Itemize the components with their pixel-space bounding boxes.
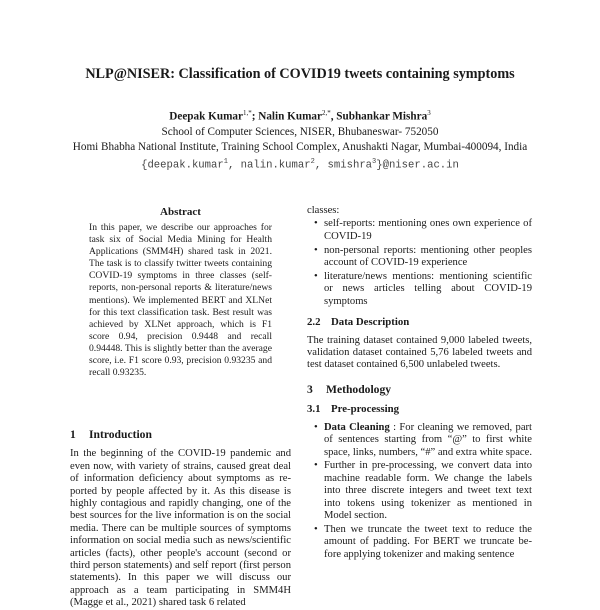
author-sup: 1,* bbox=[242, 109, 252, 117]
abstract-heading: Abstract bbox=[160, 206, 201, 218]
affiliation: School of Computer Sciences, NISER, Bhubaneswar- 752050 bbox=[161, 125, 439, 138]
introduction-section bbox=[70, 429, 291, 610]
author-sup: 2,* bbox=[321, 109, 331, 117]
paper-title: NLP@NISER: Classification of COVID19 tweets containing symptoms bbox=[85, 66, 515, 82]
list-item: • self-reports: mentioning ones own experience of COVID-19 bbox=[324, 218, 532, 243]
item-bold-label: Data Cleaning bbox=[324, 421, 390, 433]
author-name: Nalin Kumar bbox=[258, 110, 322, 123]
section-number: 2.2 bbox=[307, 316, 321, 329]
email-sup: 2 bbox=[310, 157, 315, 166]
author-names: Deepak Kumar$^{1,*}$; Nalin Kumar$^{2,*}$, Subhankar Mishra$^3$ bbox=[169, 109, 431, 123]
item-text: Then we truncate the tweet text to reduce the amount of padding. For BERT we truncate before applying tokenizer and making sentence bbox=[324, 523, 532, 560]
classes-list bbox=[307, 218, 532, 308]
section-title: Methodology bbox=[326, 382, 392, 396]
item-text: Further in pre-processing, we convert data into machine readable form. We change the labels into three discrete integers and tweet text text into tokens using tokenizer as mentioned in Model section. bbox=[324, 460, 532, 522]
list-item bbox=[324, 460, 532, 522]
author-name: Deepak Kumar bbox=[169, 110, 243, 123]
data-description-text: The training dataset contained 9,000 labeled tweets, validation dataset contained 5,76 labeled tweets and test dataset contained 6,500 unlabeled tweets. bbox=[307, 334, 532, 371]
email-part: , smishra bbox=[314, 159, 373, 172]
author-name: Subhankar Mishra bbox=[336, 110, 428, 123]
section-number: 1 bbox=[70, 428, 76, 441]
section-title: Introduction bbox=[89, 428, 152, 441]
classes-intro: classes: bbox=[307, 205, 340, 216]
email-sup: 1 bbox=[223, 157, 228, 166]
email-part: {deepak.kumar bbox=[141, 159, 224, 172]
abstract-text: In this paper, we describe our approaches for task six of Social Media Mining for Health Applications (SMM4H) shared task in 2021. The task is to classify twitter tweets containing COVID-19 symptoms in three classes (self-reports, non-personal reports & literature/news mentions). We implemented BERT and XLNet for this text classification task. Best result was achieved by XLNet approach, which is F1 score 0.94, precision 0.9448 and recall 0.94448. This is slightly better than the average score, i.e. F1 score 0.93, precision 0.93235 and recall 0.93235. bbox=[89, 222, 272, 379]
section-heading bbox=[70, 429, 291, 441]
list-item bbox=[324, 422, 532, 459]
email-part: }@niser.ac.in bbox=[376, 159, 459, 172]
list-item: • non-personal reports: mentioning other peoples account of COVID-19 experience bbox=[324, 245, 532, 270]
email-sup: 3 bbox=[372, 157, 377, 166]
list-item: • literature/news mentions: mentioning scientific or news articles telling about COVID-19 symptoms bbox=[324, 271, 532, 308]
preprocessing-list bbox=[307, 422, 532, 561]
subsection-heading bbox=[307, 403, 532, 415]
list-item bbox=[324, 524, 532, 561]
author-emails bbox=[0, 155, 600, 174]
right-column bbox=[307, 205, 532, 567]
author-sup: 3 bbox=[427, 109, 431, 117]
section-number: 3 bbox=[307, 382, 313, 396]
section-number: 3.1 bbox=[307, 403, 321, 416]
abstract-section bbox=[89, 206, 272, 379]
intro-text: In the beginning of the COVID-19 pandemic and even now, with variety of strains, caused great deal of information deficiency about symptoms as reported by people affected by it. As this disease is highly contagious and rapidly changing, one of the best sources for the live information is on the social media. There can be multiple sources of symptoms information on social media such as news/scientific articles (facts), other people's account (second or third person statements) and self report (first person statements). In this paper we will discuss our approach as a team participating in SMM4H (Magge et al., 2021) shared task 6 related bbox=[70, 448, 291, 609]
section-title: Data Description bbox=[331, 316, 410, 329]
author-block bbox=[0, 106, 600, 173]
section-title: Pre-processing bbox=[331, 403, 399, 416]
item-text: : For cleaning we removed, part of sentences starting from “@” to first white space, links, numbers, “#” and extra white space. bbox=[324, 421, 532, 458]
email-part: , nalin.kumar bbox=[227, 159, 311, 172]
affiliation: Homi Bhabha National Institute, Training School Complex, Anushakti Nagar, Mumbai-400094, India bbox=[72, 140, 528, 153]
subsection-heading bbox=[307, 316, 532, 328]
section-heading bbox=[307, 384, 532, 396]
